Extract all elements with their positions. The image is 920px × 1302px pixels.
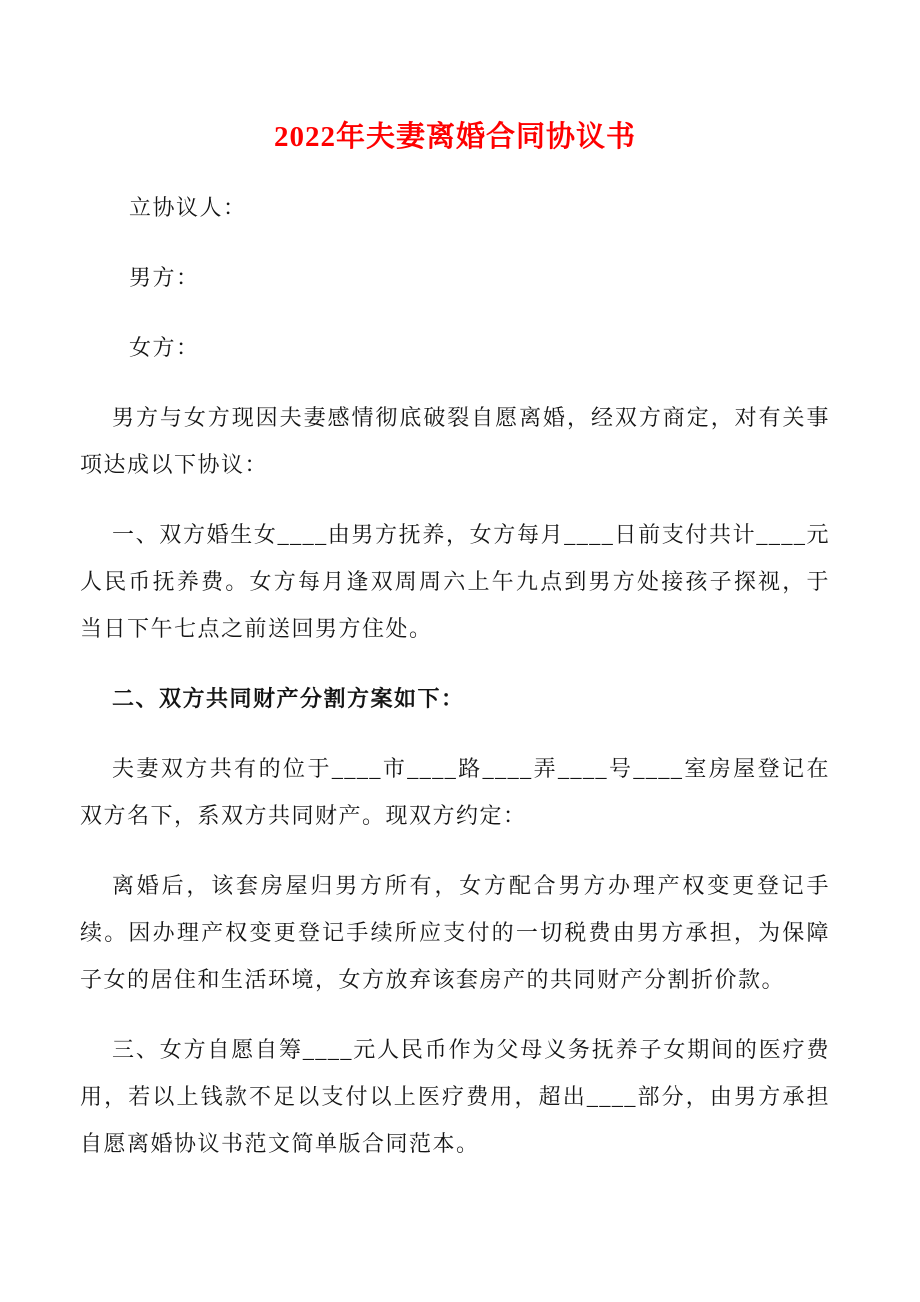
clause-3-medical-fees-paragraph: 三、女方自愿自筹____元人民币作为父母义务抚养子女期间的医疗费用，若以上钱款不足以支付以上医疗费用，超出____部分，由男方承担自愿离婚协议书范文简单版合同范本。 <box>80 1037 830 1156</box>
husband-line: 男方： <box>129 265 200 290</box>
wife-line: 女方： <box>129 335 200 360</box>
clause-2-house-terms-paragraph: 离婚后，该套房屋归男方所有，女方配合男方办理产权变更登记手续。因办理产权变更登记手续所应支付的一切税费由男方承担，为保障子女的居住和生活环境，女方放弃该套房产的共同财产分割折价款。 <box>80 873 830 992</box>
clause-2-property-paragraph: 夫妻双方共有的位于____市____路____弄____号____室房屋登记在双方名下，系双方共同财产。现双方约定： <box>80 756 830 828</box>
clause-1-custody-paragraph: 一、双方婚生女____由男方抚养，女方每月____日前支付共计____元人民币抚养费。女方每月逢双周周六上午九点到男方处接孩子探视，于当日下午七点之前送回男方住处。 <box>80 522 830 641</box>
document-title: 2022年夫妻离婚合同协议书 <box>273 121 636 153</box>
clause-2-heading: 二、双方共同财产分割方案如下： <box>112 686 465 711</box>
preamble-paragraph: 男方与女方现因夫妻感情彻底破裂自愿离婚，经双方商定，对有关事项达成以下协议： <box>80 405 830 477</box>
declarant-line: 立协议人： <box>129 195 247 220</box>
